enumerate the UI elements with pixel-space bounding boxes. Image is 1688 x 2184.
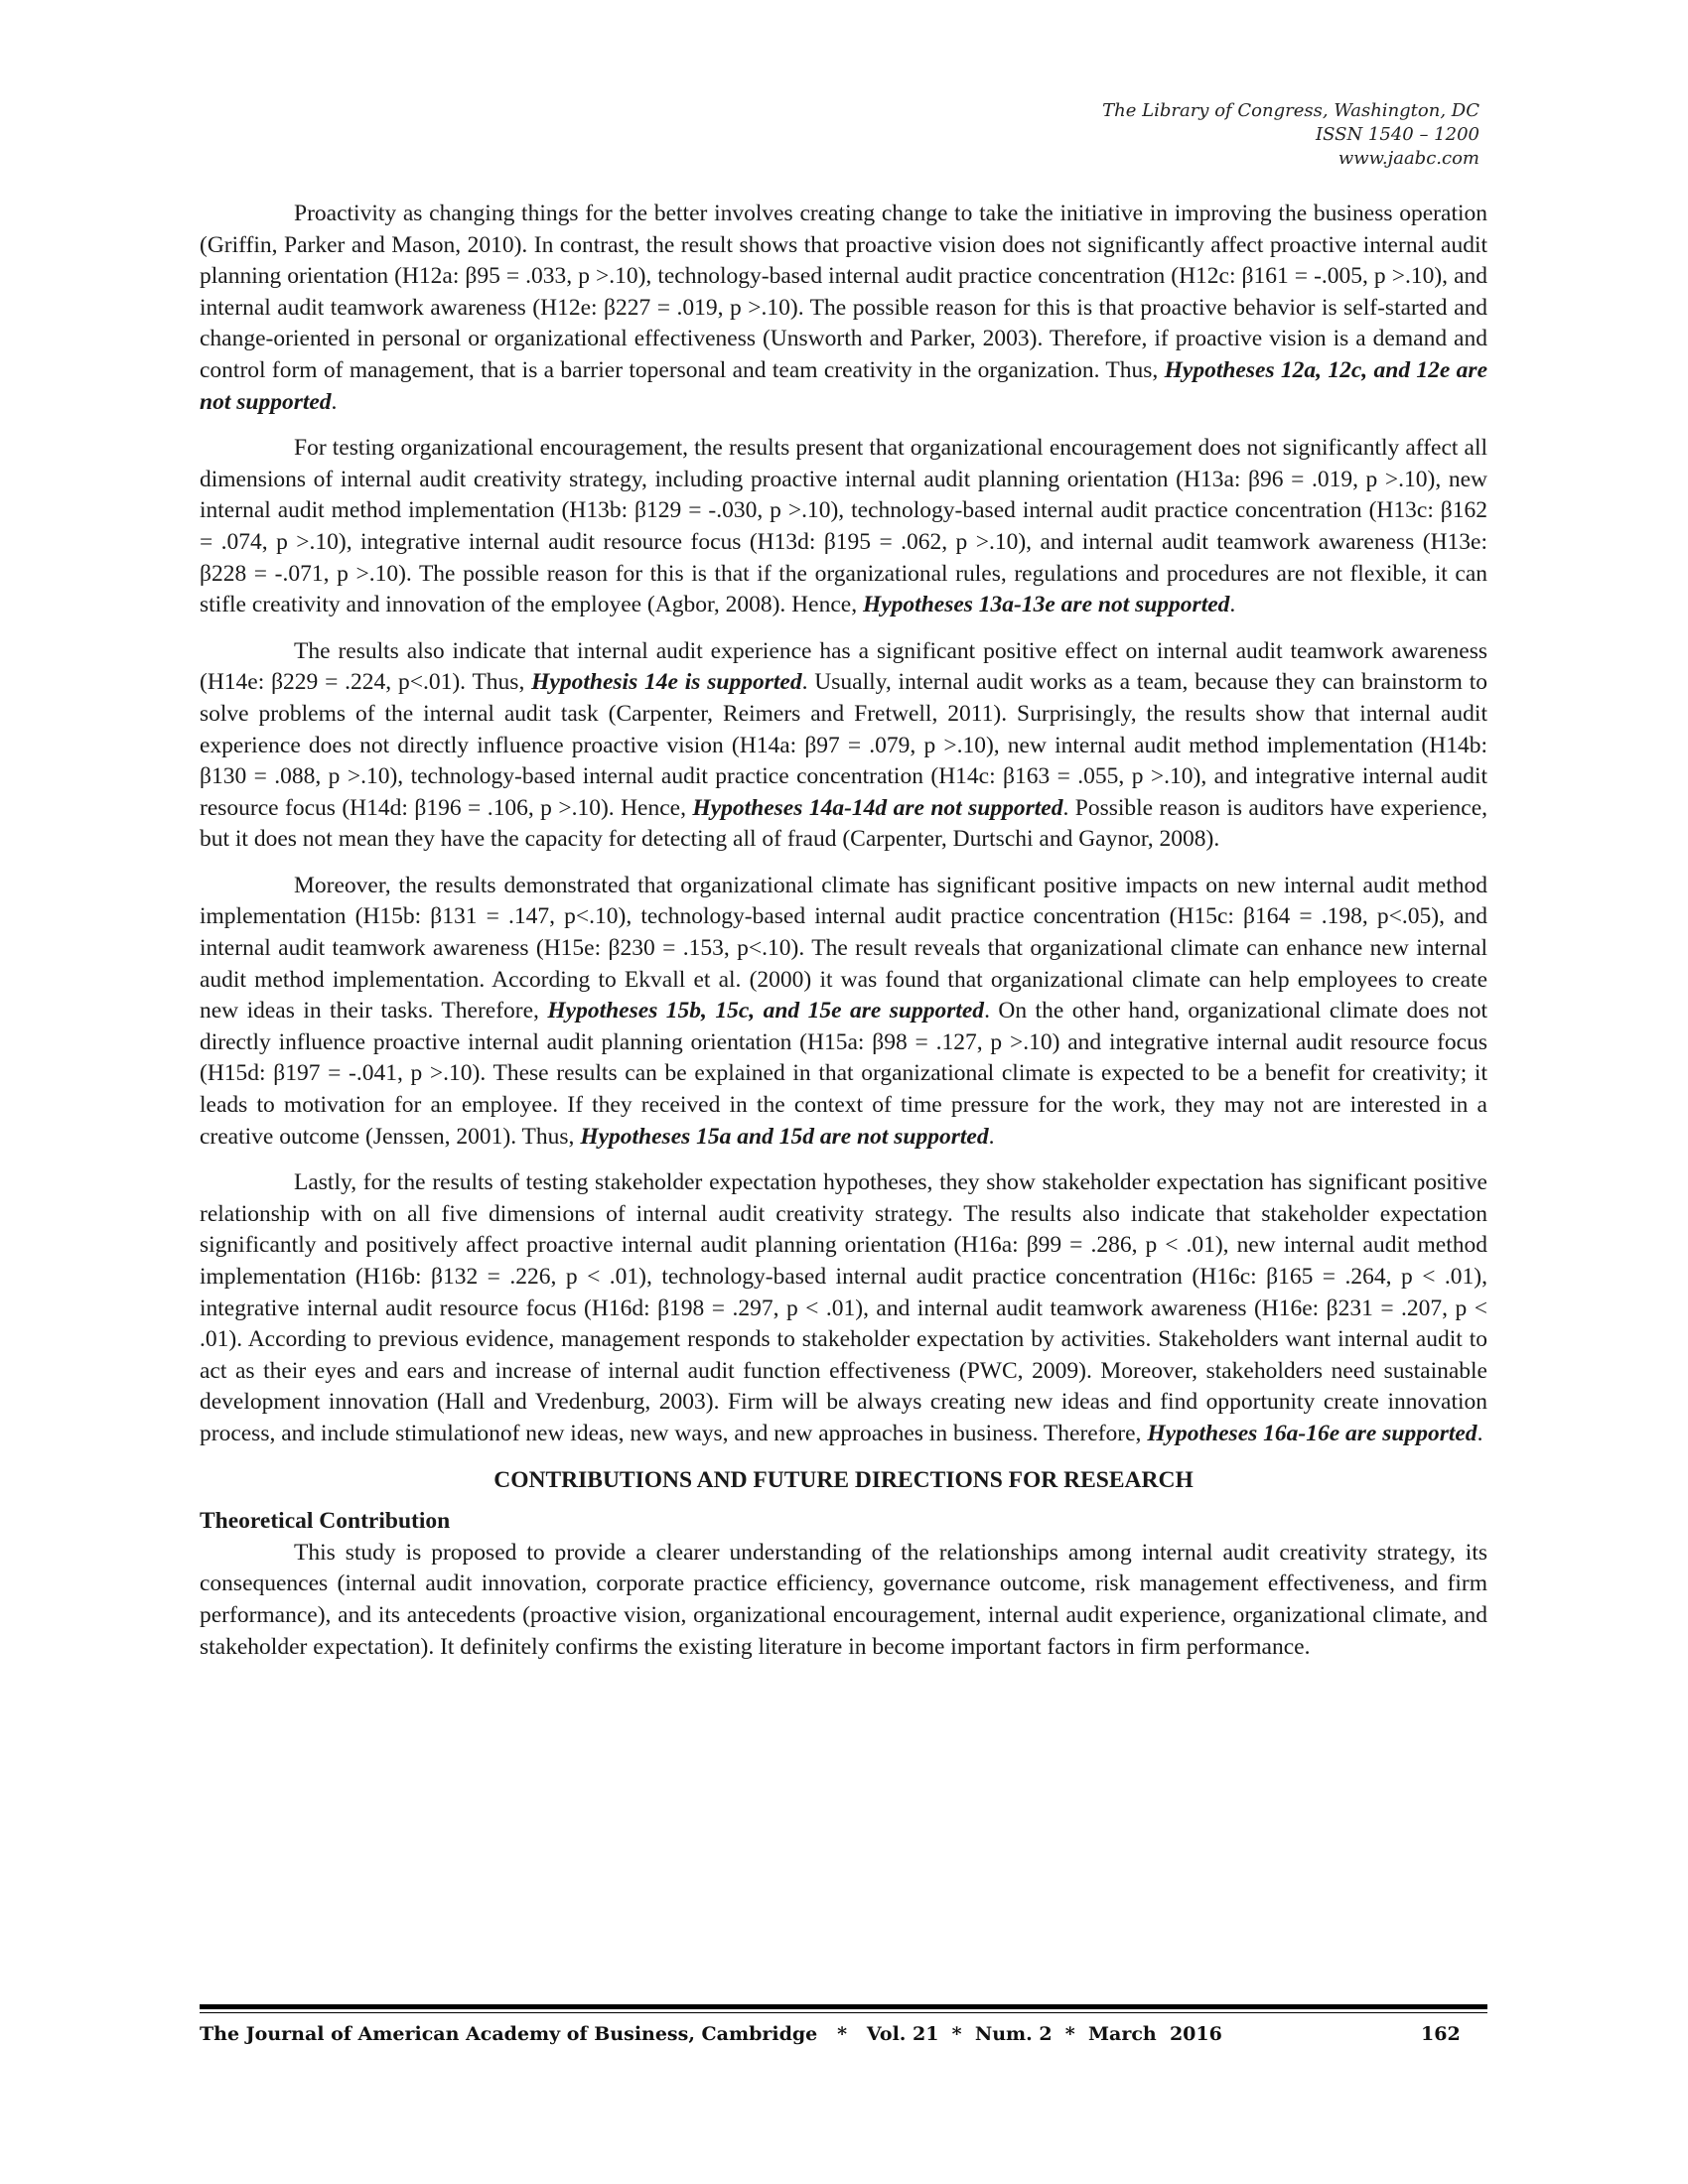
hypothesis-statement: Hypotheses 14a-14d are not supported — [692, 794, 1063, 821]
paragraph-proactive-vision — [200, 199, 1487, 418]
paragraph-text: Lastly, for the results of testing stakeholder expectation hypotheses, they show stakeholder expectation has significant positive relationship with on all five dimensions of internal audit creativity strategy. The results also indicate that stakeholder expectation significantly and positively affect proactive internal audit planning orientation (H16a: β99 = .286, p < .01), new internal audit method implementation (H16b: β132 = .226, p < .01), technology-based internal audit practice concentration (H16c: β165 = .264, p < .01), integrative internal audit resource focus (H16d: β198 = .297, p < .01), and internal audit teamwork awareness (H16e: β231 = .207, p < .01). According to previous evidence, management responds to stakeholder expectation by activities. Stakeholders want internal audit to act as their eyes and ears and increase of internal audit function effectiveness (PWC, 2009). Moreover, stakeholders need sustainable development innovation (Hall and Vredenburg, 2003). Firm will be always creating new ideas and find opportunity create innovation process, and include stimulationof new ideas, new ways, and new approaches in business. Therefore, — [200, 1169, 1487, 1446]
hypothesis-statement: Hypotheses 13a-13e are not supported — [862, 592, 1230, 618]
paragraph-theoretical-contribution — [200, 1538, 1487, 1663]
header-library-line: The Library of Congress, Washington, DC — [1102, 100, 1479, 121]
paragraph-organizational-encouragement — [200, 433, 1487, 621]
footer-rule-thin — [200, 2012, 1487, 2013]
section-heading: CONTRIBUTIONS AND FUTURE DIRECTIONS FOR RESEARCH — [493, 1466, 1194, 1493]
hypothesis-statement: Hypotheses 15b, 15c, and 15e are supported — [547, 998, 985, 1024]
header-website-line: www.jaabc.com — [1337, 148, 1479, 169]
hypothesis-statement: Hypotheses 15a and 15d are not supported — [580, 1123, 989, 1150]
footer-rule-thick — [200, 2004, 1487, 2009]
paragraph-text: This study is proposed to provide a clearer understanding of the relationships among internal audit creativity strategy, its consequences (internal audit innovation, corporate practice efficiency, governance outcome, risk management effectiveness, and firm performance), and its antecedents (proactive vision, organizational encouragement, internal audit experience, organizational climate, and stakeholder expectation). It definitely confirms the existing literature in become important factors in firm performance. — [200, 1539, 1487, 1660]
subsection-heading: Theoretical Contribution — [200, 1508, 451, 1535]
paragraph-end: . — [1477, 1420, 1483, 1446]
paragraph-organizational-climate — [200, 871, 1487, 1153]
paragraph-stakeholder-expectation — [200, 1167, 1487, 1449]
page-number: 162 — [1421, 2023, 1461, 2045]
paragraph-text: For testing organizational encouragement, the results present that organizational encouragement does not significantly affect all dimensions of internal audit creativity strategy, including proactive internal audit planning orientation (H13a: β96 = .019, p >.10), new internal audit method implementation (H13b: β129 = -.030, p >.10), technology-based internal audit practice concentration (H13c: β162 = .074, p >.10), integrative internal audit resource focus (H13d: β195 = .062, p >.10), and internal audit teamwork awareness (H13e: β228 = -.071, p >.10). The possible reason for this is that if the organizational rules, regulations and procedures are not flexible, it can stifle creativity and innovation of the employee (Agbor, 2008). Hence, — [200, 435, 1487, 618]
header-issn-line: ISSN 1540 – 1200 — [1316, 124, 1479, 145]
hypothesis-statement: Hypothesis 14e is supported — [531, 669, 802, 696]
paragraph-text: . — [988, 1123, 995, 1150]
paragraph-internal-audit-experience — [200, 636, 1487, 856]
paragraph-text: Moreover, the results demonstrated that organizational climate has significant positive impacts on new internal audit method implementation (H15b: β131 = .147, p<.10), technology-based internal audit practice concentration (H15c: β164 = .198, p<.05), and internal audit teamwork awareness (H15e: β230 = .153, p<.10). The result reveals that organizational climate can enhance new internal audit method implementation. According to Ekvall et al. (2000) it was found that organizational climate can help employees to create new ideas in their tasks. Therefore, — [200, 872, 1487, 1024]
paragraph-text: The results also indicate that internal audit experience has a significant positive effect on internal audit teamwork awareness (H14e: β229 = .224, p<.01). Thus, — [200, 637, 1487, 696]
running-header — [884, 99, 1479, 171]
footer-journal-citation: The Journal of American Academy of Business, Cambridge * Vol. 21 * Num. 2 * March 2016 — [200, 2023, 1222, 2045]
hypothesis-statement: Hypotheses 16a-16e are supported — [1147, 1420, 1477, 1446]
paragraph-text: . Usually, internal audit works as a team, because they can brainstorm to solve problems of the internal audit task (Carpenter, Reimers and Fretwell, 2011). Surprisingly, the results show that internal audit experience does not directly influence proactive vision (H14a: β97 = .079, p >.10), new internal audit method implementation (H14b: β130 = .088, p >.10), technology-based internal audit practice concentration (H14c: β163 = .055, p >.10), and integrative internal audit resource focus (H14d: β196 = .106, p >.10). Hence, — [200, 669, 1488, 821]
article-body — [200, 199, 1487, 1663]
paragraph-text: . Possible reason is auditors have experience, but it does not mean they have the capacity for detecting all of fraud (Carpenter, Durtschi and Gaynor, 2008). — [200, 794, 1488, 853]
paragraph-text: Proactivity as changing things for the better involves creating change to take the initiative in improving the business operation (Griffin, Parker and Mason, 2010). In contrast, the result shows that proactive vision does not significantly affect proactive internal audit planning orientation (H12a: β95 = .033, p >.10), technology-based internal audit practice concentration (H12c: β161 = -.005, p >.10), and internal audit teamwork awareness (H12e: β227 = .019, p >.10). The possible reason for this is that proactive behavior is self-started and change-oriented in personal or organizational effectiveness (Unsworth and Parker, 2003). Therefore, if proactive vision is a demand and control form of management, that is a barrier topersonal and team creativity in the organization. Thus, — [200, 201, 1487, 383]
paragraph-text: . On the other hand, organizational climate does not directly influence proactive internal audit planning orientation (H15a: β98 = .127, p >.10) and integrative internal audit resource focus (H15d: β197 = -.041, p >.10). These results can be explained in that organizational climate is expected to be a benefit for creativity; it leads to motivation for an employee. If they received in the context of time pressure for the work, they may not are interested in a creative outcome (Jenssen, 2001). Thus, — [200, 998, 1487, 1150]
hypothesis-statement: Hypotheses 12a, 12c, and 12e are not supported — [200, 356, 1488, 415]
paragraph-end: . — [1229, 592, 1236, 618]
paragraph-end: . — [331, 388, 338, 415]
